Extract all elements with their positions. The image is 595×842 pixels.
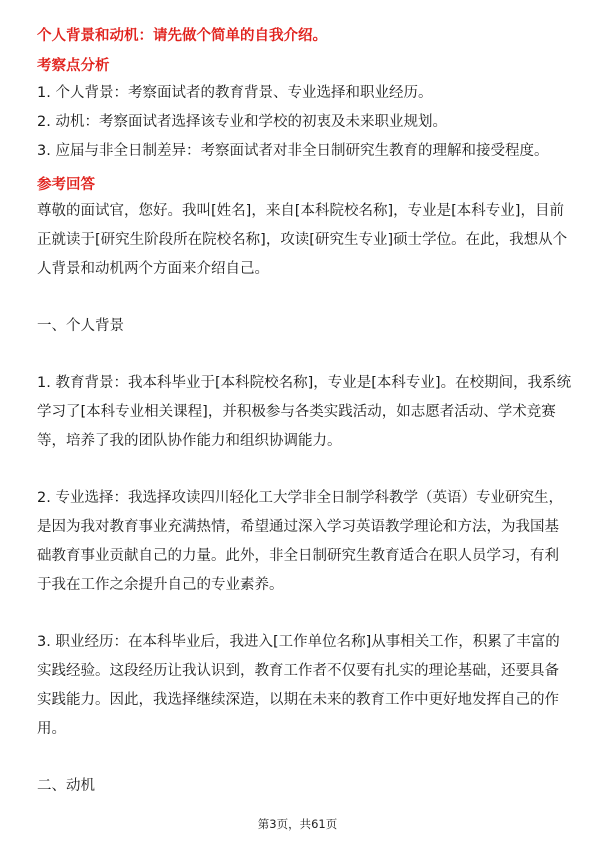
section-title: 一、个人背景 (37, 318, 124, 334)
paragraph-line: 2. 专业选择：我选择攻读四川轻化工大学非全日制学科教学（英语）专业研究生， (37, 490, 563, 506)
intro-line: 尊敬的面试官，您好。我叫[姓名]，来自[本科院校名称]，专业是[本科专业]，目前 (37, 203, 564, 219)
paragraph-line: 是因为我对教育事业充满热情，希望通过深入学习英语教学理论和方法，为我国基 (37, 519, 559, 535)
analysis-point: 3. 应届与非全日制差异：考察面试者对非全日制研究生教育的理解和接受程度。 (37, 143, 549, 159)
analysis-heading: 考察点分析 (37, 58, 110, 74)
intro-line: 人背景和动机两个方面来介绍自己。 (37, 261, 269, 277)
paragraph-line: 3. 职业经历：在本科毕业后，我进入[工作单位名称]从事相关工作，积累了丰富的 (37, 634, 560, 650)
section-title: 二、动机 (37, 778, 95, 794)
paragraph-line: 学习了[本科专业相关课程]，并积极参与各类实践活动，如志愿者活动、学术竞赛 (37, 404, 556, 420)
paragraph-line: 用。 (37, 721, 66, 737)
page-number: 第3页，共61页 (257, 817, 338, 831)
paragraph-line: 等，培养了我的团队协作能力和组织协调能力。 (37, 433, 342, 449)
intro-line: 正就读于[研究生阶段所在院校名称]，攻读[研究生专业]硕士学位。在此，我想从个 (37, 232, 568, 248)
analysis-point: 2. 动机：考察面试者选择该专业和学校的初衷及未来职业规划。 (37, 114, 447, 130)
analysis-point: 1. 个人背景：考察面试者的教育背景、专业选择和职业经历。 (37, 85, 433, 101)
question-title: 个人背景和动机：请先做个简单的自我介绍。 (37, 28, 327, 44)
paragraph-line: 础教育事业贡献自己的力量。此外，非全日制研究生教育适合在职人员学习，有利 (37, 548, 559, 564)
paragraph-line: 1. 教育背景：我本科毕业于[本科院校名称]，专业是[本科专业]。在校期间，我系统 (37, 375, 572, 391)
paragraph-line: 实践经验。这段经历让我认识到，教育工作者不仅要有扎实的理论基础，还要具备 (37, 663, 559, 679)
paragraph-line: 于我在工作之余提升自己的专业素养。 (37, 577, 284, 593)
answer-heading: 参考回答 (37, 177, 95, 193)
paragraph-line: 实践能力。因此，我选择继续深造，以期在未来的教育工作中更好地发挥自己的作 (37, 692, 559, 708)
